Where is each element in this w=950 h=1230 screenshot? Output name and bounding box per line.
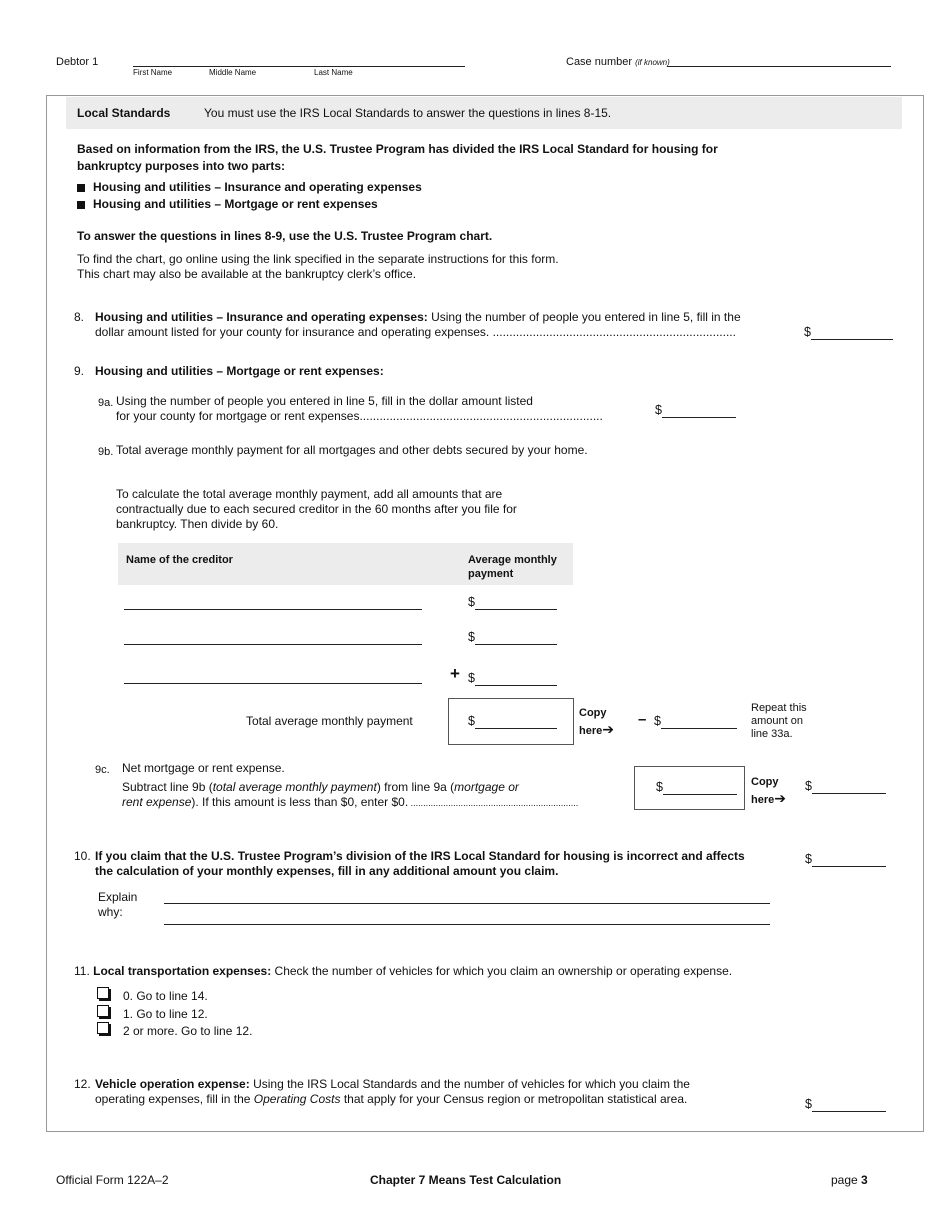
middle-name-caption: Middle Name [209, 68, 257, 77]
chart-location-text: To find the chart, go online using the link specified in the separate instructions for this form. This chart may also be available at the bankruptcy clerk’s office. [77, 252, 559, 281]
line11-text: 11. Local transportation expenses: Check the number of vehicles for which you claim an ownership or operating expense. [74, 964, 733, 978]
arrow-right-icon: ➔ [602, 721, 614, 737]
line9a-text: Using the number of people you entered in line 5, fill in the dollar amount listed for your county for mortgage or rent expenses......................................................................... [116, 394, 603, 423]
explain-input-line-2[interactable] [164, 924, 770, 925]
line9b-amount-field[interactable]: $ [654, 714, 737, 729]
intro-paragraph: Based on information from the IRS, the U.S. Trustee Program has divided the IRS Local Standard for housing for bankruptcy purposes into two parts: [77, 142, 718, 173]
bullet-icon [77, 201, 85, 209]
vehicles-2-label: 2 or more. Go to line 12. [123, 1024, 253, 1038]
bullet-item: Housing and utilities – Insurance and operating expenses [77, 180, 422, 195]
line12-amount-field[interactable]: $ [805, 1097, 886, 1112]
footer-title: Chapter 7 Means Test Calculation [370, 1173, 562, 1187]
line9-title: Housing and utilities – Mortgage or rent expenses: [95, 364, 384, 378]
chart-instruction: To answer the questions in lines 8-9, use the U.S. Trustee Program chart. [77, 229, 493, 243]
line12-number: 12. [74, 1077, 91, 1091]
debtor-name-field[interactable] [133, 52, 465, 67]
minus-icon: – [638, 711, 647, 728]
total-payment-input[interactable]: $ [468, 714, 557, 729]
vehicles-1-checkbox[interactable] [97, 1005, 109, 1017]
creditor-name-input-1[interactable] [124, 609, 422, 610]
vehicles-0-checkbox[interactable] [97, 987, 109, 999]
line8-amount-field[interactable]: $ [804, 325, 893, 340]
line10-text: If you claim that the U.S. Trustee Program’s division of the IRS Local Standard for housing is incorrect and affects the calculation of your monthly expenses, fill in any additional amount you claim. [95, 849, 745, 878]
arrow-right-icon: ➔ [774, 790, 786, 806]
creditor-name-input-3[interactable] [124, 683, 422, 684]
line9b-calc-instructions: To calculate the total average monthly payment, add all amounts that are contractually due to each secured creditor in the 60 months after you file for bankruptcy. Then divide by 60. [116, 487, 517, 531]
line9c-text: Subtract line 9b (total average monthly payment) from line 9a (mortgage or rent expense). If this amount is less than $0, enter $0. ................................................................... [122, 780, 579, 809]
line10-number: 10. [74, 849, 91, 863]
section-instruction: You must use the IRS Local Standards to answer the questions in lines 8-15. [204, 106, 612, 120]
vehicles-0-label: 0. Go to line 14. [123, 989, 208, 1003]
line8-text: Housing and utilities – Insurance and operating expenses: Using the number of people you entered in line 5, fill in the dollar amount listed for your county for insurance and operating expenses. ......................................................................... [95, 310, 741, 339]
line9c-title: Net mortgage or rent expense. [122, 761, 285, 775]
line9a-number: 9a. [98, 397, 114, 409]
line12-text: Vehicle operation expense: Using the IRS Local Standards and the number of vehicles for which you claim the operating expenses, fill in the Operating Costs that apply for your Census region or metropolitan statistical area. [95, 1077, 690, 1106]
line9-number: 9. [74, 364, 85, 378]
creditor-name-input-2[interactable] [124, 644, 422, 645]
line9c-amount-field[interactable]: $ [805, 779, 886, 794]
line9c-number: 9c. [95, 764, 110, 776]
line9b-number: 9b. [98, 446, 114, 458]
vehicles-2-checkbox[interactable] [97, 1022, 109, 1034]
line9c-amount-input[interactable]: $ [656, 780, 737, 795]
repeat-instruction: Repeat this amount on line 33a. [751, 702, 807, 740]
creditor-payment-input-2[interactable]: $ [468, 630, 557, 645]
explain-label: Explain why: [98, 890, 138, 919]
section-title: Local Standards [77, 106, 171, 120]
line8-number: 8. [74, 310, 85, 324]
bullet-item: Housing and utilities – Mortgage or rent expenses [77, 197, 378, 212]
creditor-payment-input-1[interactable]: $ [468, 595, 557, 610]
line9a-amount-field[interactable]: $ [655, 403, 736, 418]
copy-here-instruction: Copy here➔ [579, 707, 614, 737]
footer-page: page 3 [831, 1173, 868, 1187]
last-name-caption: Last Name [314, 68, 353, 77]
total-payment-label: Total average monthly payment [246, 714, 413, 728]
bullet-icon [77, 184, 85, 192]
creditor-payment-input-3[interactable]: $ [468, 671, 557, 686]
explain-input-line-1[interactable] [164, 903, 770, 904]
case-number-field[interactable] [667, 53, 891, 67]
vehicles-1-label: 1. Go to line 12. [123, 1007, 208, 1021]
case-number-label: Case number (if known) [566, 56, 670, 68]
copy-here-instruction: Copy here➔ [751, 776, 786, 806]
col-creditor-name: Name of the creditor [126, 554, 233, 566]
footer-form-id: Official Form 122A–2 [56, 1173, 169, 1187]
line10-amount-field[interactable]: $ [805, 852, 886, 867]
first-name-caption: First Name [133, 68, 173, 77]
plus-icon: + [450, 664, 460, 683]
debtor-label: Debtor 1 [56, 56, 99, 68]
line9b-text: Total average monthly payment for all mortgages and other debts secured by your home. [116, 443, 588, 457]
col-average-payment: Average monthly payment [468, 554, 557, 580]
